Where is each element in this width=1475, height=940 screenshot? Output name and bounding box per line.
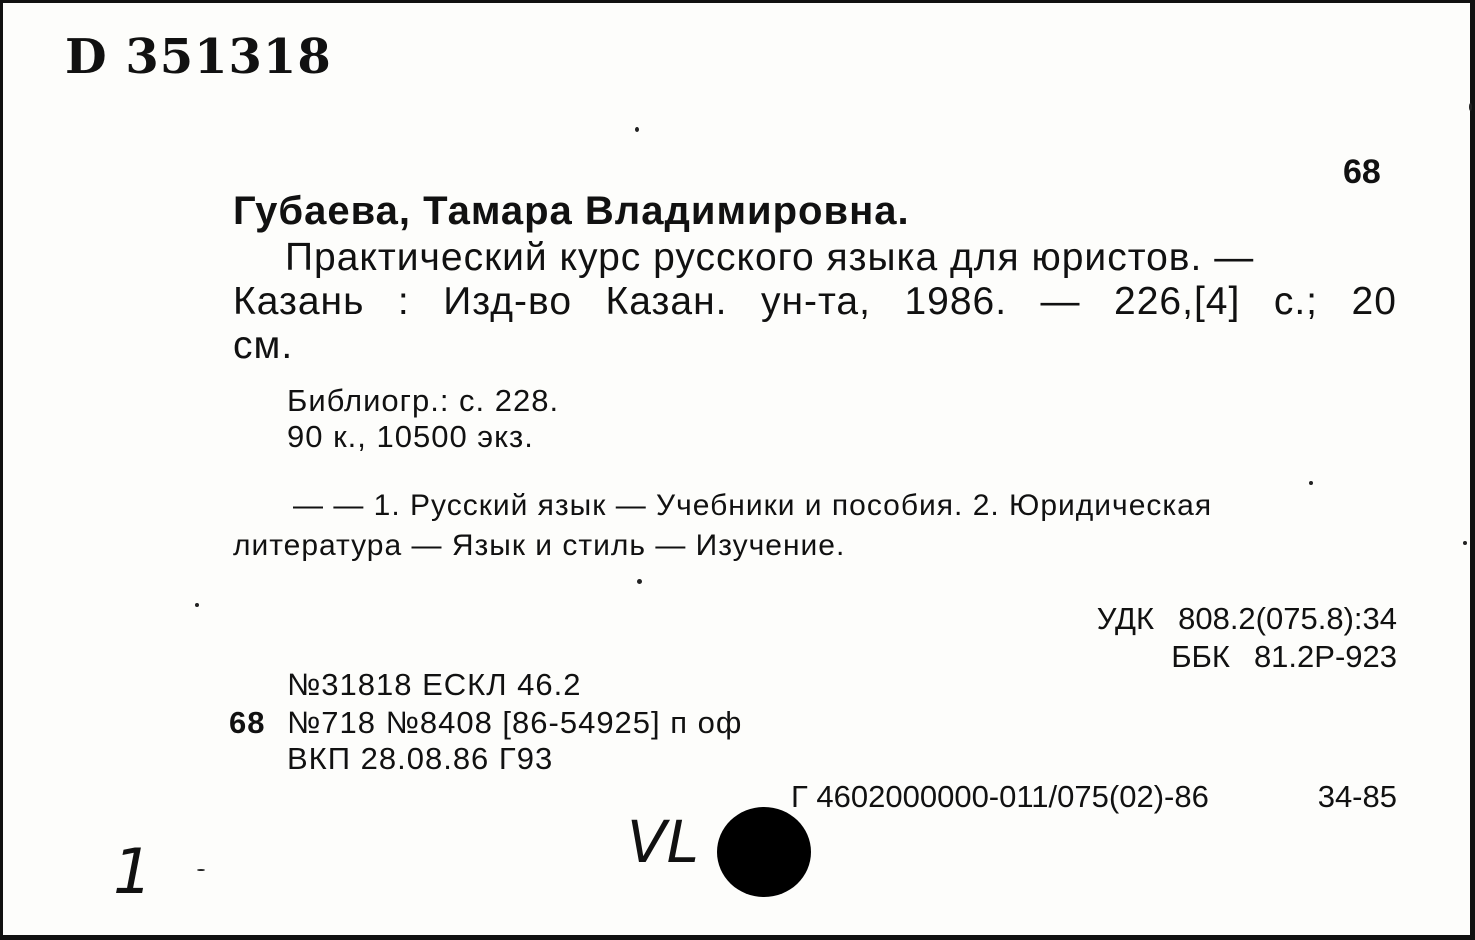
print-line-2: №718 №8408 [86-54925] п оф: [287, 705, 743, 740]
publisher-code-tail: 34-85: [1317, 779, 1397, 814]
price-note: 90 к., 10500 экз.: [287, 419, 534, 454]
print-line-2-prefix: 68: [229, 705, 266, 740]
title-word: Казань: [233, 280, 365, 323]
print-line-1: №31818 ЕСКЛ 46.2: [287, 667, 582, 702]
class-number: 68: [1343, 153, 1381, 191]
title-word: 20: [1351, 280, 1397, 323]
subjects-line-1: — — 1. Русский язык — Учебники и пособия. 2. Юридическая: [293, 489, 1213, 522]
subjects-line-2: литература — Язык и стиль — Изучение.: [233, 529, 846, 562]
ink-speck: [1463, 541, 1467, 545]
title-word: с.;: [1273, 280, 1318, 323]
inventory-stamp: D 351318: [65, 29, 332, 85]
title-word: Казан.: [605, 280, 728, 323]
ink-speck: [1309, 481, 1313, 485]
bbk-value: 81.2Р-923: [1253, 639, 1397, 674]
ink-speck: [635, 127, 639, 132]
bibliography-note: Библиогр.: с. 228.: [287, 383, 560, 418]
title-line-1: Практический курс русского языка для юристов. —: [285, 236, 1255, 279]
subject-headings: [233, 491, 1397, 571]
publisher-code-row: [791, 781, 1397, 812]
title-word: 1986.: [904, 280, 1008, 323]
udc-label: УДК: [1096, 601, 1155, 636]
title-word: 226,[4]: [1114, 280, 1241, 323]
title-line-3: см.: [233, 324, 294, 367]
udc-row: [1029, 603, 1397, 634]
title-word: ун-та,: [760, 280, 871, 323]
title-word: —: [1040, 280, 1081, 323]
author-heading: Губаева, Тамара Владимировна.: [233, 189, 910, 233]
bbk-label: ББК: [1171, 639, 1230, 674]
title-block: [233, 238, 1397, 370]
ink-speck: [637, 579, 642, 584]
handwritten-initials: VL: [627, 808, 699, 876]
ink-dot-mark: [717, 807, 811, 897]
ink-speck: [197, 869, 205, 871]
udc-value: 808.2(075.8):34: [1178, 601, 1397, 636]
ink-speck: [195, 603, 199, 607]
ink-speck: [1469, 103, 1472, 111]
bbk-row: [1029, 641, 1397, 672]
title-word: :: [397, 280, 410, 323]
title-line-2: [233, 282, 1397, 326]
print-line-3: ВКП 28.08.86 Г93: [287, 741, 554, 776]
handwritten-number: 1: [113, 835, 153, 908]
title-word: Изд-во: [443, 280, 573, 323]
publisher-code: Г 4602000000-011/075(02)-86: [791, 779, 1209, 814]
